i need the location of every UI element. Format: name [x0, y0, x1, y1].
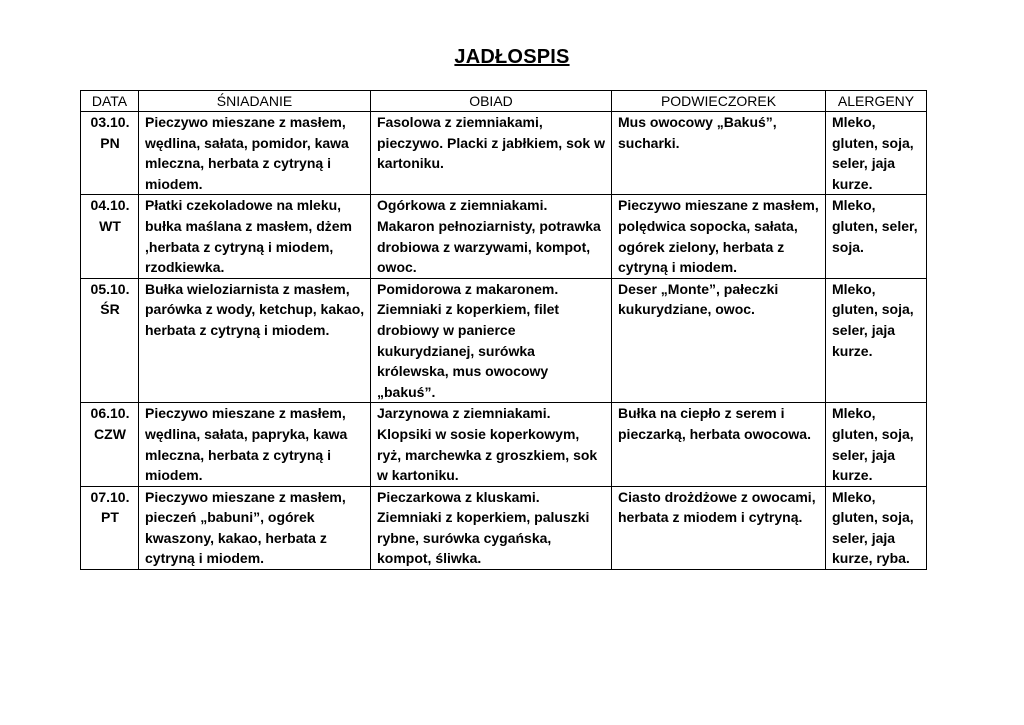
day-value: ŚR [100, 301, 120, 318]
lunch-cell: Pomidorowa z makaronem. Ziemniaki z koperkiem, filet drobiowy w panierce kukurydzianej, surówka królewska, mus owocowy „bakuś”. [371, 278, 612, 403]
date-cell [81, 195, 139, 278]
header-allergens: ALERGENY [826, 91, 927, 112]
table-row [81, 278, 927, 403]
header-lunch: OBIAD [371, 91, 612, 112]
table-row [81, 195, 927, 278]
day-value: CZW [94, 425, 126, 442]
breakfast-cell: Pieczywo mieszane z masłem, wędlina, sałata, papryka, kawa mleczna, herbata z cytryną i miodem. [139, 403, 371, 486]
header-date: DATA [81, 91, 139, 112]
lunch-cell: Pieczarkowa z kluskami. Ziemniaki z koperkiem, paluszki rybne, surówka cygańska, kompot, śliwka. [371, 486, 612, 569]
snack-cell: Pieczywo mieszane z masłem, polędwica sopocka, sałata, ogórek zielony, herbata z cytryną i miodem. [612, 195, 826, 278]
snack-cell: Ciasto drożdżowe z owocami, herbata z miodem i cytryną. [612, 486, 826, 569]
day-value: PT [101, 509, 119, 526]
header-snack: PODWIECZOREK [612, 91, 826, 112]
date-value: 06.10. [90, 405, 130, 422]
lunch-cell: Jarzynowa z ziemniakami. Klopsiki w sosie koperkowym, ryż, marchewka z groszkiem, sok w kartoniku. [371, 403, 612, 486]
snack-cell: Mus owocowy „Bakuś”, sucharki. [612, 112, 826, 195]
snack-cell: Deser „Monte”, pałeczki kukurydziane, owoc. [612, 278, 826, 403]
table-row [81, 486, 927, 569]
day-value: PN [100, 134, 120, 151]
allergens-cell: Mleko, gluten, soja, seler, jaja kurze. [826, 112, 927, 195]
date-cell [81, 112, 139, 195]
date-cell [81, 278, 139, 403]
header-breakfast: ŚNIADANIE [139, 91, 371, 112]
breakfast-cell: Pieczywo mieszane z masłem, wędlina, sałata, pomidor, kawa mleczna, herbata z cytryną i miodem. [139, 112, 371, 195]
allergens-cell: Mleko, gluten, seler, soja. [826, 195, 927, 278]
date-value: 04.10. [90, 197, 130, 214]
table-row [81, 403, 927, 486]
breakfast-cell: Płatki czekoladowe na mleku, bułka maślana z masłem, dżem ,herbata z cytryną i miodem, rzodkiewka. [139, 195, 371, 278]
day-value: WT [99, 217, 121, 234]
date-cell [81, 403, 139, 486]
page-title: JADŁOSPIS [454, 46, 570, 68]
breakfast-cell: Pieczywo mieszane z masłem, pieczeń „babuni”, ogórek kwaszony, kakao, herbata z cytryną i miodem. [139, 486, 371, 569]
breakfast-cell: Bułka wieloziarnista z masłem, parówka z wody, ketchup, kakao, herbata z cytryną i miodem. [139, 278, 371, 403]
date-value: 03.10. [90, 114, 130, 130]
allergens-cell: Mleko, gluten, soja, seler, jaja kurze. [826, 278, 927, 403]
menu-table [80, 90, 927, 570]
lunch-cell: Ogórkowa z ziemniakami. Makaron pełnoziarnisty, potrawka drobiowa z warzywami, kompot, owoc. [371, 195, 612, 278]
date-value: 05.10. [90, 280, 130, 297]
date-value: 07.10. [90, 488, 130, 505]
date-cell [81, 486, 139, 569]
snack-cell: Bułka na ciepło z serem i pieczarką, herbata owocowa. [612, 403, 826, 486]
allergens-cell: Mleko, gluten, soja, seler, jaja kurze, ryba. [826, 486, 927, 569]
header-row [81, 91, 927, 112]
table-row [81, 112, 927, 195]
lunch-cell: Fasolowa z ziemniakami, pieczywo. Placki z jabłkiem, sok w kartoniku. [371, 112, 612, 195]
allergens-cell: Mleko, gluten, soja, seler, jaja kurze. [826, 403, 927, 486]
